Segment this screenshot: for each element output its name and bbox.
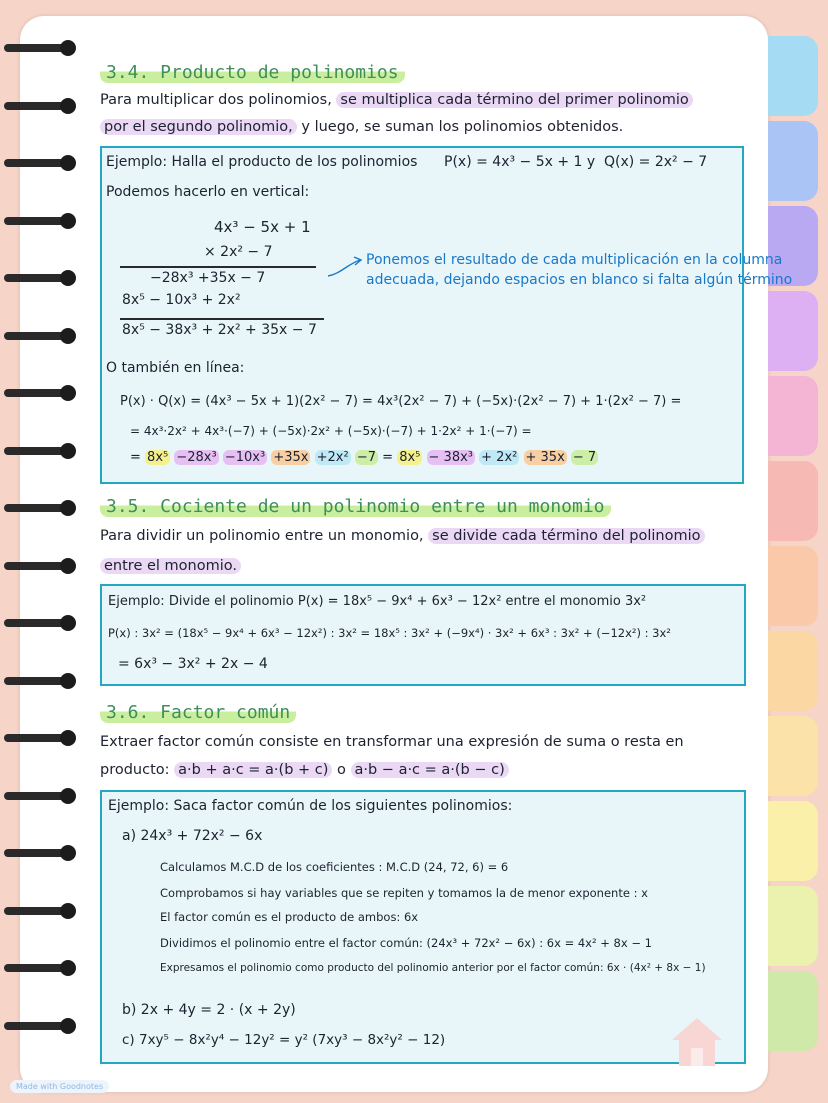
binding-ring (4, 841, 76, 865)
step-4: Dividimos el polinomio entre el factor común: (24x³ + 72x² − 6x) : 6x = 4x² + 8x − 1 (160, 936, 652, 950)
term: 8x⁵ (399, 450, 421, 465)
example-box-3-4 (100, 146, 793, 484)
paragraph-3-4-line-1 (100, 92, 693, 108)
highlighted-rule: entre el monomio. (100, 558, 241, 574)
text: Para multiplicar dos polinomios, (100, 92, 332, 108)
vertical-row-1: 4x³ − 5x + 1 (214, 218, 311, 236)
equals: = (130, 450, 141, 465)
divider-line (120, 266, 316, 268)
arrow-icon (326, 254, 366, 280)
divider-line (120, 318, 324, 320)
binding-ring (4, 36, 76, 60)
binding-ring (4, 726, 76, 750)
vertical-row-2: × 2x² − 7 (204, 244, 273, 260)
online-line-2: = 4x³·2x² + 4x³·(−7) + (−5x)·2x² + (−5x)·(−7) + 1·2x² + 1·(−7) = (130, 424, 532, 438)
vertical-row-3: −28x³ +35x − 7 (150, 270, 266, 286)
vertical-row-4: 8x⁵ − 10x³ + 2x² (122, 292, 241, 308)
exercise-a: a) 24x³ + 72x² − 6x (122, 828, 263, 844)
formula-sum: a·b + a·c = a·(b + c) (174, 762, 332, 778)
paragraph-3-5-line-1 (100, 528, 705, 544)
binding-ring (4, 381, 76, 405)
binding-ring (4, 266, 76, 290)
section-tab[interactable] (768, 36, 818, 116)
section-tab[interactable] (768, 886, 818, 966)
paragraph-3-6-line-2 (100, 762, 509, 778)
equals: = (382, 450, 394, 465)
binding-ring (4, 554, 76, 578)
term: −10x³ (224, 450, 266, 465)
binding-ring (4, 956, 76, 980)
example-box-3-5 (100, 584, 746, 686)
binding-ring (4, 496, 76, 520)
home-icon[interactable] (668, 1012, 726, 1068)
binding-ring (4, 899, 76, 923)
formula-difference: a·b − a·c = a·(b − c) (351, 762, 509, 778)
text: Para dividir un polinomio entre un monomio, (100, 528, 424, 544)
step-1: Calculamos M.C.D de los coeficientes : M.C.D (24, 72, 6) = 6 (160, 860, 509, 874)
brand-badge: Made with Goodnotes (10, 1080, 109, 1093)
vertical-intro: Podemos hacerlo en vertical: (106, 184, 310, 200)
example-box-3-6 (100, 790, 746, 1064)
binding-ring (4, 439, 76, 463)
term: −28x³ (176, 450, 217, 465)
division-result: = 6x³ − 3x² + 2x − 4 (118, 656, 268, 672)
note-line-1: Ponemos el resultado de cada multiplicación en la columna (366, 252, 783, 268)
exercise-b: b) 2x + 4y = 2 · (x + 2y) (122, 1002, 296, 1018)
step-3: El factor común es el producto de ambos: 6x (160, 910, 419, 924)
section-tab[interactable] (768, 546, 818, 626)
polynomial-q: Q(x) = 2x² − 7 (604, 154, 708, 170)
online-line-3 (130, 450, 598, 465)
binding-ring (4, 151, 76, 175)
binding-ring (4, 94, 76, 118)
term: − 38x³ (428, 450, 474, 465)
example-label: Ejemplo: Saca factor común de los siguientes polinomios: (108, 798, 513, 814)
binding-ring (4, 611, 76, 635)
section-tab[interactable] (768, 376, 818, 456)
text: o (337, 762, 346, 778)
highlighted-rule: se multiplica cada término del primer polinomio (336, 92, 692, 108)
highlighted-rule: por el segundo polinomio, (100, 119, 297, 135)
binding-ring (4, 1014, 76, 1038)
term: +35x (273, 450, 309, 465)
paragraph-3-6-line-1: Extraer factor común consiste en transformar una expresión de suma o resta en (100, 734, 684, 750)
paragraph-3-4-line-2 (100, 119, 623, 135)
example-label: Ejemplo: Divide el polinomio P(x) = 18x⁵ − 9x⁴ + 6x³ − 12x² entre el monomio 3x² (108, 594, 647, 609)
term: − 7 (572, 450, 597, 465)
section-title-3-4: 3.4. Producto de polinomios (100, 62, 405, 83)
section-title-3-6: 3.6. Factor común (100, 702, 296, 723)
highlighted-rule: se divide cada término del polinomio (428, 528, 704, 544)
section-tab[interactable] (768, 461, 818, 541)
step-2: Comprobamos si hay variables que se repiten y tomamos la de menor exponente : x (160, 886, 648, 900)
section-tab[interactable] (768, 716, 818, 796)
section-tab[interactable] (768, 971, 818, 1051)
step-5: Expresamos el polinomio como producto del polinomio anterior por el factor común: 6x · (4x² + 8x − 1) (160, 962, 706, 974)
binding-ring (4, 209, 76, 233)
section-tab[interactable] (768, 121, 818, 201)
section-tab[interactable] (768, 631, 818, 711)
vertical-result: 8x⁵ − 38x³ + 2x² + 35x − 7 (122, 322, 317, 338)
binding-ring (4, 324, 76, 348)
polynomial-p: P(x) = 4x³ − 5x + 1 y (444, 154, 596, 170)
binding-ring (4, 669, 76, 693)
section-title-3-5: 3.5. Cociente de un polinomio entre un monomio (100, 496, 611, 517)
term: + 35x (525, 450, 565, 465)
division-line-1: P(x) : 3x² = (18x⁵ − 9x⁴ + 6x³ − 12x²) : 3x² = 18x⁵ : 3x² + (−9x⁴) · 3x² + 6x³ : 3x² + (−12x²) : 3x² (108, 626, 671, 640)
text: producto: (100, 762, 170, 778)
exercise-c: c) 7xy⁵ − 8x²y⁴ − 12y² = y² (7xy³ − 8x²y² − 12) (122, 1032, 446, 1048)
example-label: Ejemplo: Halla el producto de los polinomios (106, 154, 418, 170)
paragraph-3-5-line-2 (100, 558, 241, 574)
online-line-1: P(x) · Q(x) = (4x³ − 5x + 1)(2x² − 7) = 4x³(2x² − 7) + (−5x)·(2x² − 7) + 1·(2x² − 7) = (120, 394, 682, 409)
note-line-2: adecuada, dejando espacios en blanco si falta algún término (366, 272, 793, 288)
text: y luego, se suman los polinomios obtenidos. (301, 119, 624, 135)
binding-ring (4, 784, 76, 808)
term: +2x² (316, 450, 349, 465)
online-intro: O también en línea: (106, 360, 245, 376)
term: 8x⁵ (147, 450, 169, 465)
section-tab[interactable] (768, 291, 818, 371)
term: + 2x² (481, 450, 518, 465)
section-tab[interactable] (768, 801, 818, 881)
term: −7 (356, 450, 377, 465)
